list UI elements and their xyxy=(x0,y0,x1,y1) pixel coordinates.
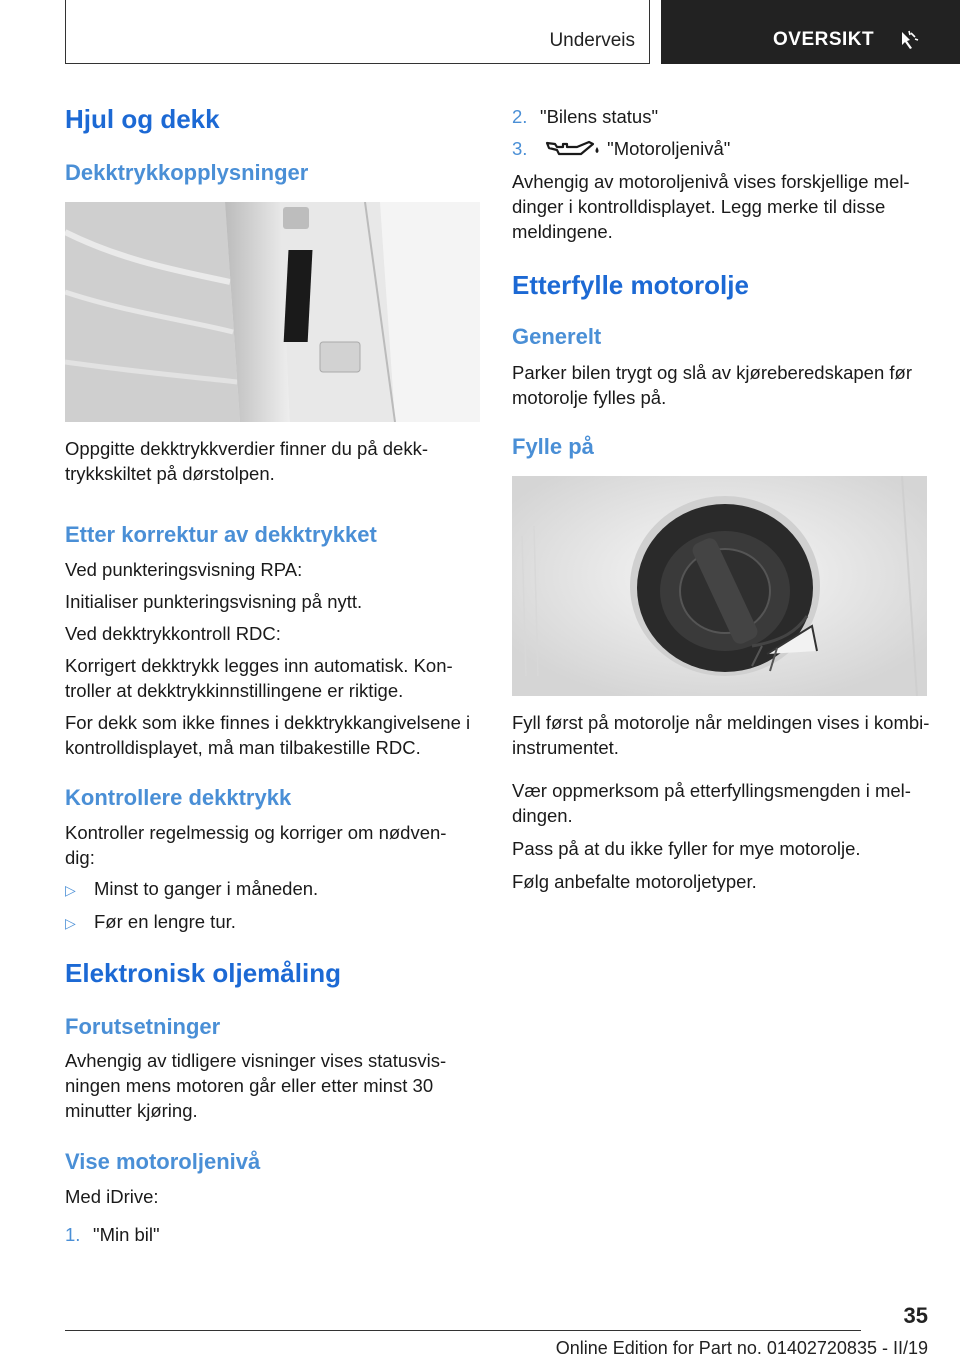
triangle-bullet-icon: ▷ xyxy=(65,915,76,931)
heading-show-oil-level: Vise motoroljenivå xyxy=(65,1149,261,1174)
text-oil-messages: Avhengig av motoroljenivå vises forskjellige mel-dinger i kontrolldisplayet. Legg merke til disse meldingene. xyxy=(512,171,910,242)
text-idrive: Med iDrive: xyxy=(65,1186,159,1207)
heading-refill-oil: Etterfylle motorolje xyxy=(512,270,749,300)
list-item: 3. "Motoroljenivå" xyxy=(512,138,731,159)
text-not-too-much: Pass på at du ikke fyller for mye motorolje. xyxy=(512,838,861,859)
heading-after-correction: Etter korrektur av dekktrykket xyxy=(65,522,377,547)
triangle-bullet-icon: ▷ xyxy=(65,882,76,898)
list-item: ▷ Før en lengre tur. xyxy=(65,909,236,936)
text-check-pressure: Kontroller regelmessig og korriger om nødven-dig: xyxy=(65,822,447,868)
text-rdc-reset: For dekk som ikke finnes i dekktrykkangivelsene i kontrolldisplayet, må man tilbakestille RDC. xyxy=(65,712,471,758)
text-rpa-intro: Ved punkteringsvisning RPA: xyxy=(65,559,303,580)
heading-check-pressure: Kontrollere dekktrykk xyxy=(65,785,292,810)
text-rpa-action: Initialiser punkteringsvisning på nytt. xyxy=(65,591,363,612)
heading-fill: Fylle på xyxy=(512,434,594,459)
oil-can-icon xyxy=(545,138,603,158)
footer-divider xyxy=(65,1330,861,1331)
heading-prerequisites: Forutsetninger xyxy=(65,1014,221,1039)
text-rdc-intro: Ved dekktrykkontroll RDC: xyxy=(65,623,281,644)
section-tab[interactable] xyxy=(65,0,650,64)
text-pressure-info: Oppgitte dekktrykkverdier finner du på dekk-trykkskiltet på dørstolpen. xyxy=(65,438,428,484)
heading-wheels: Hjul og dekk xyxy=(65,104,220,134)
oil-filler-cap-photo xyxy=(512,476,927,696)
list-item: 1. "Min bil" xyxy=(65,1224,160,1245)
heading-pressure-info: Dekktrykkopplysninger xyxy=(65,160,309,185)
text-follow-types: Følg anbefalte motoroljetyper. xyxy=(512,871,757,892)
list-item: ▷ Minst to ganger i måneden. xyxy=(65,876,318,903)
text-rdc-action: Korrigert dekktrykk legges inn automatisk. Kon-troller at dekktrykkinnstillingene er riktige. xyxy=(65,655,453,701)
footer-edition: Online Edition for Part no. 01402720835 - II/19 xyxy=(555,1338,928,1358)
list-item: 2. "Bilens status" xyxy=(512,106,659,127)
text-fill-amount: Vær oppmerksom på etterfyllingsmengden i mel-dingen. xyxy=(512,780,911,826)
pointer-arrow-icon xyxy=(897,28,921,52)
heading-electronic-oil: Elektronisk oljemåling xyxy=(65,958,341,988)
text-general: Parker bilen trygt og slå av kjøreberedskapen før motorolje fylles på. xyxy=(512,362,912,408)
overview-tab[interactable] xyxy=(661,0,960,64)
section-tab-label: Underveis xyxy=(549,30,635,51)
heading-general: Generelt xyxy=(512,324,602,349)
text-prerequisites: Avhengig av tidligere visninger vises statusvis-ningen mens motoren går eller etter minst 30 minutter kjøring. xyxy=(65,1050,447,1121)
door-pillar-photo xyxy=(65,202,480,422)
overview-tab-label: OVERSIKT xyxy=(773,29,875,50)
page-number: 35 xyxy=(903,1303,928,1328)
text-fill-first: Fyll først på motorolje når meldingen vises i kombi-instrumentet. xyxy=(512,712,930,758)
